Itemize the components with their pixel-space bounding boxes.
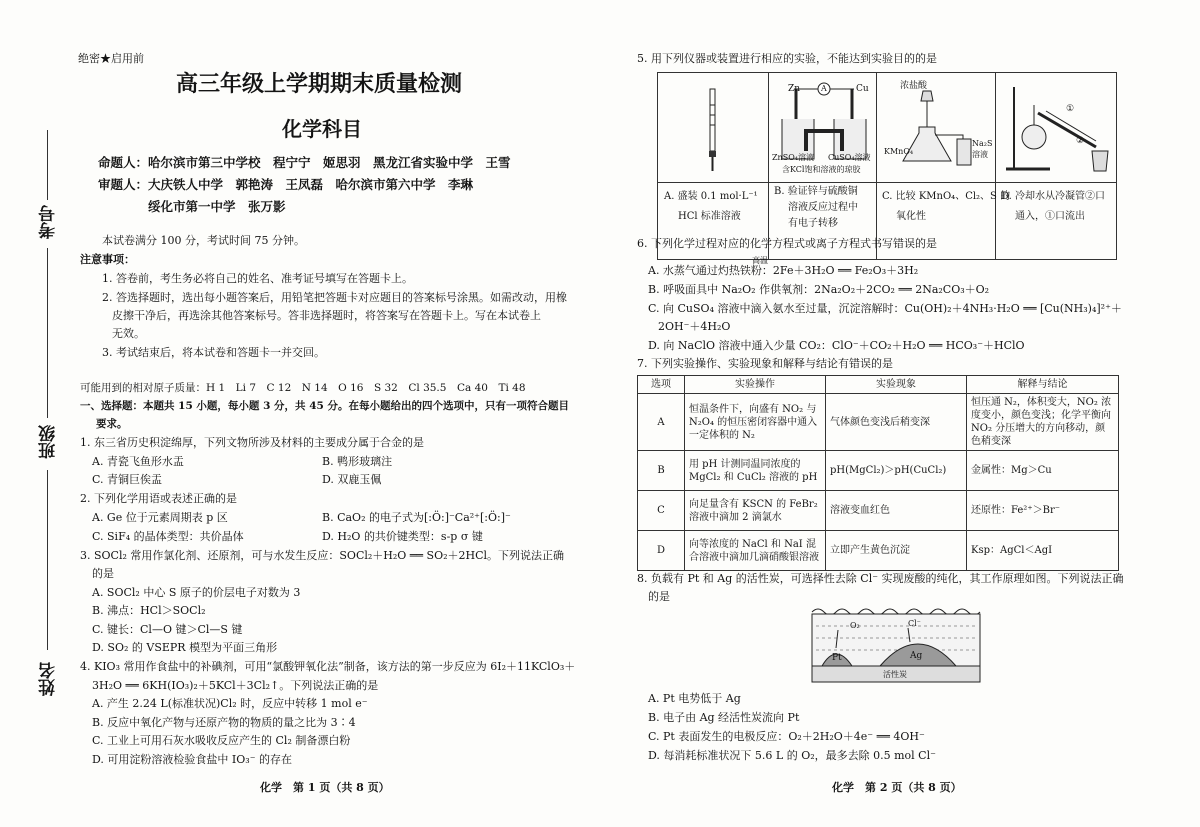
section-heading: 一、选择题：本题共 15 小题，每小题 3 分，共 45 分。在每小题给出的四个选项中，只有一项符合题目 bbox=[80, 400, 569, 412]
q5-option-b-cont: 溶液反应过程中 bbox=[788, 202, 858, 213]
table-cell: C bbox=[638, 491, 685, 531]
q6-option-d: D. 向 NaClO 溶液中通入少量 CO₂：ClO⁻＋CO₂＋H₂O ══ HCO₃⁻＋HClO bbox=[648, 339, 1025, 352]
q3-option-c: C. 键长：Cl—O 键＞Cl—S 键 bbox=[92, 623, 243, 636]
table-cell: A bbox=[638, 394, 685, 451]
col-header: 实验操作 bbox=[685, 376, 826, 394]
q3-option-b: B. 沸点：HCl＞SOCl₂ bbox=[92, 604, 206, 617]
authors-line-1: 命题人：哈尔滨市第三中学校 程宁宁 姬思羽 黑龙江省实验中学 王雪 bbox=[98, 155, 511, 170]
notes-title: 注意事项： bbox=[80, 253, 135, 266]
q8-option-c: C. Pt 表面发生的电极反应：O₂＋2H₂O＋4e⁻ ══ 4OH⁻ bbox=[648, 730, 925, 743]
section-heading-cont: 要求。 bbox=[96, 418, 128, 430]
q6-option-c-cont: 2OH⁻＋4H₂O bbox=[658, 320, 731, 333]
label-activated-carbon: 活性炭 bbox=[883, 670, 907, 679]
table-divider bbox=[876, 73, 877, 259]
subject-title: 化学科目 bbox=[282, 117, 362, 141]
q5-option-c-cont: 氧化性 bbox=[896, 211, 926, 222]
table-cell: 金属性：Mg＞Cu bbox=[967, 451, 1119, 491]
label-zn: Zn bbox=[788, 84, 801, 94]
table-divider bbox=[658, 182, 1116, 183]
question-1: 1. 东三省历史积淀绵厚，下列文物所涉及材料的主要成分属于合金的是 bbox=[80, 436, 424, 449]
note-item: 无效。 bbox=[112, 327, 145, 340]
label-kmno4: KMnO₄ bbox=[884, 147, 914, 156]
table-row bbox=[638, 491, 1119, 531]
q1-option-b: B. 鸭形玻璃注 bbox=[322, 455, 393, 468]
label-port-1: ① bbox=[1066, 104, 1075, 114]
q1-option-c: C. 青铜巨俟盂 bbox=[92, 473, 163, 486]
q4-option-c: C. 工业上可用石灰水吸收反应产生的 Cl₂ 制备漂白粉 bbox=[92, 734, 351, 747]
label-solution: 溶液 bbox=[972, 150, 988, 159]
label-na2s: Na₂S bbox=[972, 139, 993, 148]
q1-option-a: A. 青瓷飞鱼形水盂 bbox=[92, 455, 184, 468]
label-ag: Ag bbox=[910, 651, 923, 661]
label-znso4: ZnSO₄溶液 bbox=[772, 153, 814, 162]
table-cell: 用 pH 计测同温同浓度的 MgCl₂ 和 CuCl₂ 溶液的 pH bbox=[685, 451, 826, 491]
q5-option-a: A. 盛装 0.1 mol·L⁻¹ bbox=[664, 191, 758, 202]
col-header: 解释与结论 bbox=[967, 376, 1119, 394]
question-5: 5. 用下列仪器或装置进行相应的实验，不能达到实验目的的是 bbox=[637, 52, 937, 65]
table-row bbox=[638, 531, 1119, 571]
side-line bbox=[47, 248, 48, 418]
side-label-exam-number: 考号 bbox=[39, 205, 59, 239]
note-item: 3. 考试结束后，将本试卷和答题卡一并交回。 bbox=[102, 346, 325, 359]
table-header-row bbox=[638, 376, 1119, 394]
side-line bbox=[47, 130, 48, 200]
q8-option-a: A. Pt 电势低于 Ag bbox=[648, 692, 741, 705]
q8-option-d: D. 每消耗标准状况下 5.6 L 的 O₂，最多去除 0.5 mol Cl⁻ bbox=[648, 749, 936, 762]
table-cell: Ksp：AgCl＜AgI bbox=[967, 531, 1119, 571]
q2-option-d: D. H₂O 的共价键类型：s-p σ 键 bbox=[322, 530, 483, 543]
note-item: 1. 答卷前，考生务必将自己的姓名、准考证号填写在答题卡上。 bbox=[102, 272, 413, 285]
q4-option-a: A. 产生 2.24 L(标准状况)Cl₂ 时，反应中转移 1 mol e⁻ bbox=[92, 697, 368, 710]
table-cell: 还原性：Fe²⁺＞Br⁻ bbox=[967, 491, 1119, 531]
question-7: 7. 下列实验操作、实验现象和解释与结论有错误的是 bbox=[637, 357, 893, 370]
q3-option-d: D. SO₂ 的 VSEPR 模型为平面三角形 bbox=[92, 641, 278, 654]
col-header: 选项 bbox=[638, 376, 685, 394]
page-footer-left: 化学 第 1 页（共 8 页） bbox=[260, 781, 390, 794]
question-8: 8. 负载有 Pt 和 Ag 的活性炭，可选择性去除 Cl⁻ 实现废酸的纯化，其工作原理如图。下列说法正确 bbox=[637, 572, 1124, 585]
q1-option-d: D. 双鹿玉佩 bbox=[322, 473, 382, 486]
question-3: 3. SOCl₂ 常用作氯化剂、还原剂，可与水发生反应：SOCl₂＋H₂O ══ SO₂＋2HCl。下列说法正确 bbox=[80, 549, 565, 562]
label-cu: Cu bbox=[856, 84, 869, 94]
question-4: 4. KIO₃ 常用作食盐中的补碘剂，可用“氯酸钾氧化法”制备，该方法的第一步反应为 6I₂＋11KClO₃＋ bbox=[80, 660, 576, 673]
q4-option-b: B. 反应中氧化产物与还原产物的物质的量之比为 3∶4 bbox=[92, 716, 356, 729]
q5-option-a-cont: HCl 标准溶液 bbox=[678, 211, 741, 222]
q5-option-b: B. 验证锌与硫酸铜 bbox=[774, 186, 858, 197]
question-8-cont: 的是 bbox=[648, 590, 670, 603]
table-cell: 恒压通 N₂，体积变大，NO₂ 浓度变小，颜色变浅；化学平衡向 NO₂ 分压增大的方向移动，颜色稍变深 bbox=[967, 394, 1119, 451]
q6a-condition: 高温 bbox=[752, 256, 768, 265]
table-row bbox=[638, 451, 1119, 491]
q2-option-a: A. Ge 位于元素周期表 p 区 bbox=[92, 511, 228, 524]
score-time: 本试卷满分 100 分，考试时间 75 分钟。 bbox=[102, 234, 305, 247]
q3-option-a: A. SOCl₂ 中心 S 原子的价层电子对数为 3 bbox=[92, 586, 301, 599]
side-label-class: 班级 bbox=[39, 425, 59, 459]
col-header: 实验现象 bbox=[826, 376, 967, 394]
question-2: 2. 下列化学用语或表述正确的是 bbox=[80, 492, 237, 505]
authors-line-3: 绥化市第一中学 张万影 bbox=[148, 199, 286, 214]
burette-diagram bbox=[698, 85, 728, 175]
side-label-name: 姓名 bbox=[39, 662, 59, 696]
q5-option-b-cont: 有电子转移 bbox=[788, 218, 838, 229]
table-cell: 气体颜色变浅后稍变深 bbox=[826, 394, 967, 451]
side-line bbox=[47, 470, 48, 650]
q5-apparatus-table bbox=[657, 72, 1117, 260]
label-cuso4: CuSO₄溶液 bbox=[828, 153, 871, 162]
q5-option-d-cont: 通入，①口流出 bbox=[1015, 211, 1085, 222]
atomic-mass: 可能用到的相对原子质量：H 1 Li 7 C 12 N 14 O 16 S 32 Cl 35.5 Ca 40 Ti 48 bbox=[80, 382, 526, 394]
authors-line-2: 审题人：大庆铁人中学 郭艳涛 王凤磊 哈尔滨市第六中学 李琳 bbox=[98, 177, 474, 192]
q6-option-a: A. 水蒸气通过灼热铁粉：2Fe＋3H₂O ══ Fe₂O₃＋3H₂ bbox=[648, 264, 919, 277]
question-4-cont: 3H₂O ══ 6KH(IO₃)₂＋5KCl＋3Cl₂↑。下列说法正确的是 bbox=[92, 679, 379, 692]
distillation-diagram bbox=[1000, 77, 1112, 177]
q7-table bbox=[637, 375, 1119, 571]
q6-option-c: C. 向 CuSO₄ 溶液中滴入氨水至过量，沉淀溶解时：Cu(OH)₂＋4NH₃·H₂O ══ [Cu(NH₃)₄]²⁺＋ bbox=[648, 302, 1122, 315]
q6-option-b: B. 呼吸面具中 Na₂O₂ 作供氧剂：2Na₂O₂＋2CO₂ ══ 2Na₂CO₃＋O₂ bbox=[648, 283, 990, 296]
table-cell: pH(MgCl₂)＞pH(CuCl₂) bbox=[826, 451, 967, 491]
table-row bbox=[638, 394, 1119, 451]
q4-option-d: D. 可用淀粉溶液检验食盐中 IO₃⁻ 的存在 bbox=[92, 753, 292, 766]
q5-option-c: C. 比较 KMnO₄、Cl₂、S 的 bbox=[882, 191, 1011, 202]
note-item: 皮擦干净后，再选涂其他答案标号。答非选择题时，将答案写在答题卡上。写在本试卷上 bbox=[112, 309, 541, 322]
label-cl-ion: Cl⁻ bbox=[908, 619, 921, 628]
question-3-cont: 的是 bbox=[92, 567, 114, 580]
table-cell: 向等浓度的 NaCl 和 NaI 混合溶液中滴加几滴硝酸银溶液 bbox=[685, 531, 826, 571]
secret-label: 绝密★启用前 bbox=[78, 52, 144, 65]
table-cell: B bbox=[638, 451, 685, 491]
table-cell: 恒温条件下，向盛有 NO₂ 与 N₂O₄ 的恒压密闭容器中通入一定体积的 N₂ bbox=[685, 394, 826, 451]
page-footer-right: 化学 第 2 页（共 8 页） bbox=[832, 781, 962, 794]
q5-option-d: D. 冷却水从冷凝管②口 bbox=[1001, 191, 1106, 202]
q2-option-b: B. CaO₂ 的电子式为[:Ö:]⁻Ca²⁺[:Ö:]⁻ bbox=[322, 511, 511, 524]
table-divider bbox=[995, 73, 996, 259]
table-cell: D bbox=[638, 531, 685, 571]
table-cell: 立即产生黄色沉淀 bbox=[826, 531, 967, 571]
table-cell: 向足量含有 KSCN 的 FeBr₂ 溶液中滴加 2 滴氯水 bbox=[685, 491, 826, 531]
table-divider bbox=[768, 73, 769, 259]
label-pt: Pt bbox=[832, 653, 842, 663]
label-ammeter: A bbox=[821, 84, 827, 93]
q8-option-b: B. 电子由 Ag 经活性炭流向 Pt bbox=[648, 711, 800, 724]
label-port-2: ② bbox=[1076, 136, 1085, 146]
label-o2: O₂ bbox=[850, 621, 860, 630]
question-6: 6. 下列化学过程对应的化学方程式或离子方程式书写错误的是 bbox=[637, 237, 937, 250]
table-cell: 溶液变血红色 bbox=[826, 491, 967, 531]
label-conc-hcl: 浓盐酸 bbox=[900, 81, 928, 91]
exam-title: 高三年级上学期期末质量检测 bbox=[176, 71, 463, 97]
label-salt-bridge: 含KCl饱和溶液的琼胶 bbox=[782, 165, 861, 174]
note-item: 2. 答选择题时，选出每小题答案后，用铅笔把答题卡对应题目的答案标号涂黑。如需改动，用橡 bbox=[102, 291, 567, 304]
q2-option-c: C. SiF₄ 的晶体类型：共价晶体 bbox=[92, 530, 244, 543]
